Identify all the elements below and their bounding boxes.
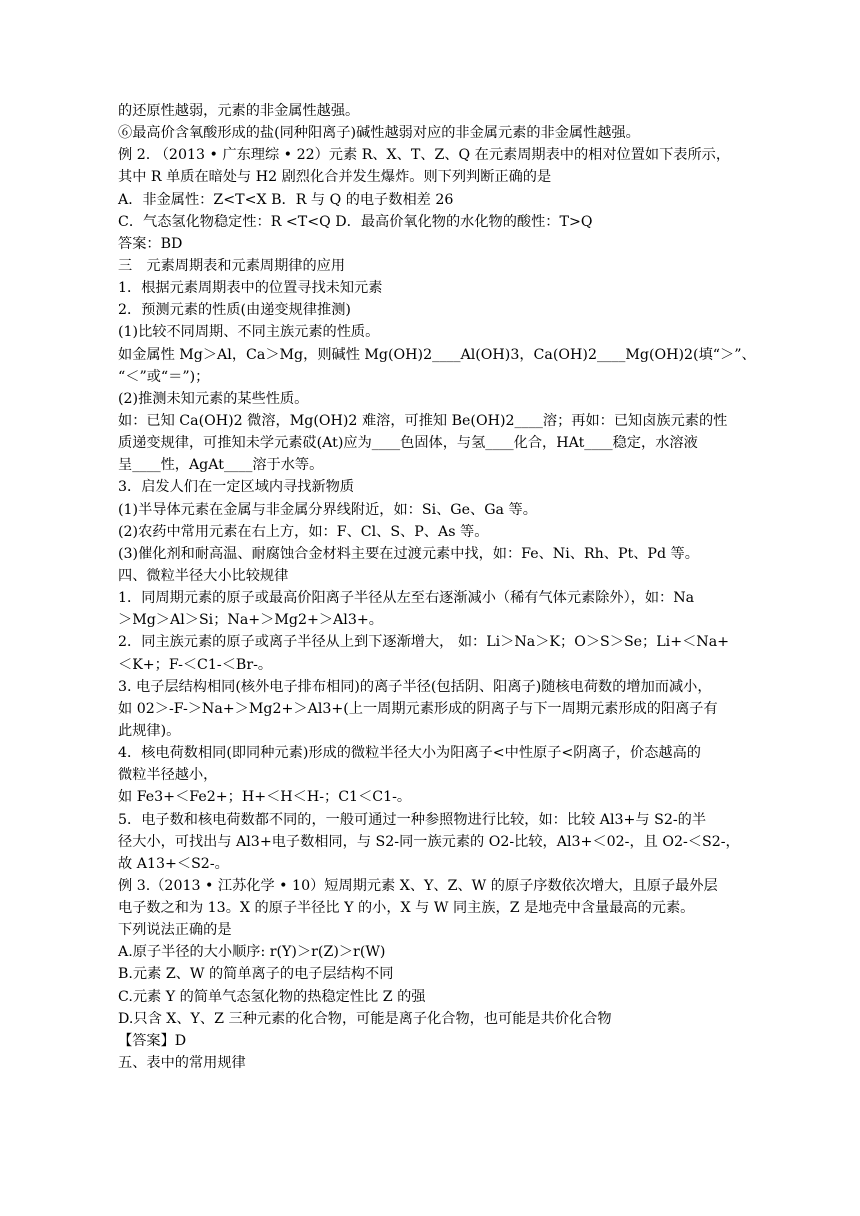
text-line: 质递变规律，可推知未学元素砹(At)应为____色固体，与氢____化合，HAt____稳定，水溶液	[118, 435, 698, 452]
text-line: (1)半导体元素在金属与非金属分界线附近，如：Si、Ge、Ga 等。	[118, 501, 537, 518]
text-line: 5．电子数和核电荷数都不同的，一般可通过一种参照物进行比较，如：比较 Al3+与 S2-的半	[118, 811, 707, 828]
text-line: 三 元素周期表和元素周期律的应用	[118, 257, 346, 274]
text-line: 如 02＞-F-＞Na+＞Mg2+＞Al3+(上一周期元素形成的阴离子与下一周期元素形成的阳离子有	[118, 700, 718, 717]
text-line: “＜”或“＝”)；	[118, 368, 210, 385]
text-line: 例 3.（2013 • 江苏化学 • 10）短周期元素 X、Y、Z、W 的原子序数依次增大，且原子最外层	[118, 877, 718, 894]
text-line: 2．预测元素的性质(由递变规律推测)	[118, 302, 351, 319]
text-line: (3)催化剂和耐高温、耐腐蚀合金材料主要在过渡元素中找，如：Fe、Ni、Rh、Pt、Pd 等。	[118, 545, 699, 562]
text-line: C．气态氢化物稳定性：R <T<Q D．最高价氧化物的水化物的酸性：T>Q	[118, 213, 593, 230]
text-line: 3．启发人们在一定区域内寻找新物质	[118, 479, 355, 496]
text-line: 4．核电荷数相同(即同种元素)形成的微粒半径大小为阳离子<中性原子<阴离子，价态越高的	[118, 745, 701, 762]
document-body	[118, 100, 756, 1074]
text-line: 下列说法正确的是	[118, 922, 232, 939]
text-line: 3. 电子层结构相同(核外电子排布相同)的离子半径(包括阴、阳离子)随核电荷数的增加而减小，	[118, 678, 712, 695]
text-line: 的还原性越弱，元素的非金属性越强。	[118, 103, 360, 119]
text-line: 答案：BD	[118, 235, 183, 252]
text-line: ＜K+；F-＜C1-＜Br-。	[118, 656, 273, 673]
text-line: 故 A13+＜S2-。	[118, 855, 229, 872]
text-line: 【答案】D	[118, 1032, 187, 1049]
text-line: 例 2. （2013 • 广东理综 • 22）元素 R、X、T、Z、Q 在元素周期表中的相对位置如下表所示，	[118, 147, 731, 164]
text-line: 电子数之和为 13。X 的原子半径比 Y 的小，X 与 W 同主族，Z 是地壳中含量最高的元素。	[118, 900, 695, 917]
text-line: D.只含 X、Y、Z 三种元素的化合物，可能是离子化合物，也可能是共价化合物	[118, 1010, 612, 1027]
text-line: ＞Mg＞Al＞Si；Na+＞Mg2+＞Al3+。	[118, 612, 383, 629]
text-line: 四、微粒半径大小比较规律	[118, 567, 289, 584]
text-line: (2)推测未知元素的某些性质。	[118, 390, 309, 407]
text-line: 径大小，可找出与 Al3+电子数相同，与 S2-同一族元素的 O2-比较，Al3+＜02-，且 O2-＜S2-，	[118, 833, 740, 850]
text-line: A．非金属性：Z<T<X B．R 与 Q 的电子数相差 26	[118, 191, 454, 208]
text-line: (1)比较不同周期、不同主族元素的性质。	[118, 324, 380, 341]
text-line: 呈____性，AgAt____溶于水等。	[118, 457, 324, 474]
text-line: 1．根据元素周期表中的位置寻找未知元素	[118, 280, 383, 297]
text-line: 如 Fe3+＜Fe2+；H+＜H＜H-；C1＜C1-。	[118, 789, 412, 806]
text-line: 微粒半径越小，	[118, 767, 218, 784]
text-line: 如金属性 Mg＞Al，Ca＞Mg，则碱性 Mg(OH)2____Al(OH)3，Ca(OH)2____Mg(OH)2(填“＞”、	[118, 346, 756, 363]
text-line: (2)农药中常用元素在右上方，如：F、Cl、S、P、As 等。	[118, 523, 489, 540]
text-line: 如：已知 Ca(OH)2 微溶，Mg(OH)2 难溶，可推知 Be(OH)2____溶；再如：已知卤族元素的性	[118, 412, 728, 429]
text-line: ⑥最高价含氧酸形成的盐(同种阳离子)碱性越弱对应的非金属元素的非金属性越强。	[118, 125, 640, 142]
text-line: B.元素 Z、W 的简单离子的电子层结构不同	[118, 966, 394, 983]
text-line: 五、表中的常用规律	[118, 1055, 246, 1072]
text-line: 2．同主族元素的原子或离子半径从上到下逐渐增大， 如：Li＞Na＞K；O＞S＞Se；Li+＜Na+	[118, 634, 730, 651]
text-line: A.原子半径的大小顺序: r(Y)＞r(Z)＞r(W)	[118, 944, 386, 961]
text-line: 此规律)。	[118, 722, 181, 739]
text-line: 1．同周期元素的原子或最高价阳离子半径从左至右逐渐减小（稀有气体元素除外），如：Na	[118, 590, 695, 607]
text-line: 其中 R 单质在暗处与 H2 剧烈化合并发生爆炸。则下列判断正确的是	[118, 169, 552, 186]
text-line: C.元素 Y 的简单气态氢化物的热稳定性比 Z 的强	[118, 988, 426, 1005]
